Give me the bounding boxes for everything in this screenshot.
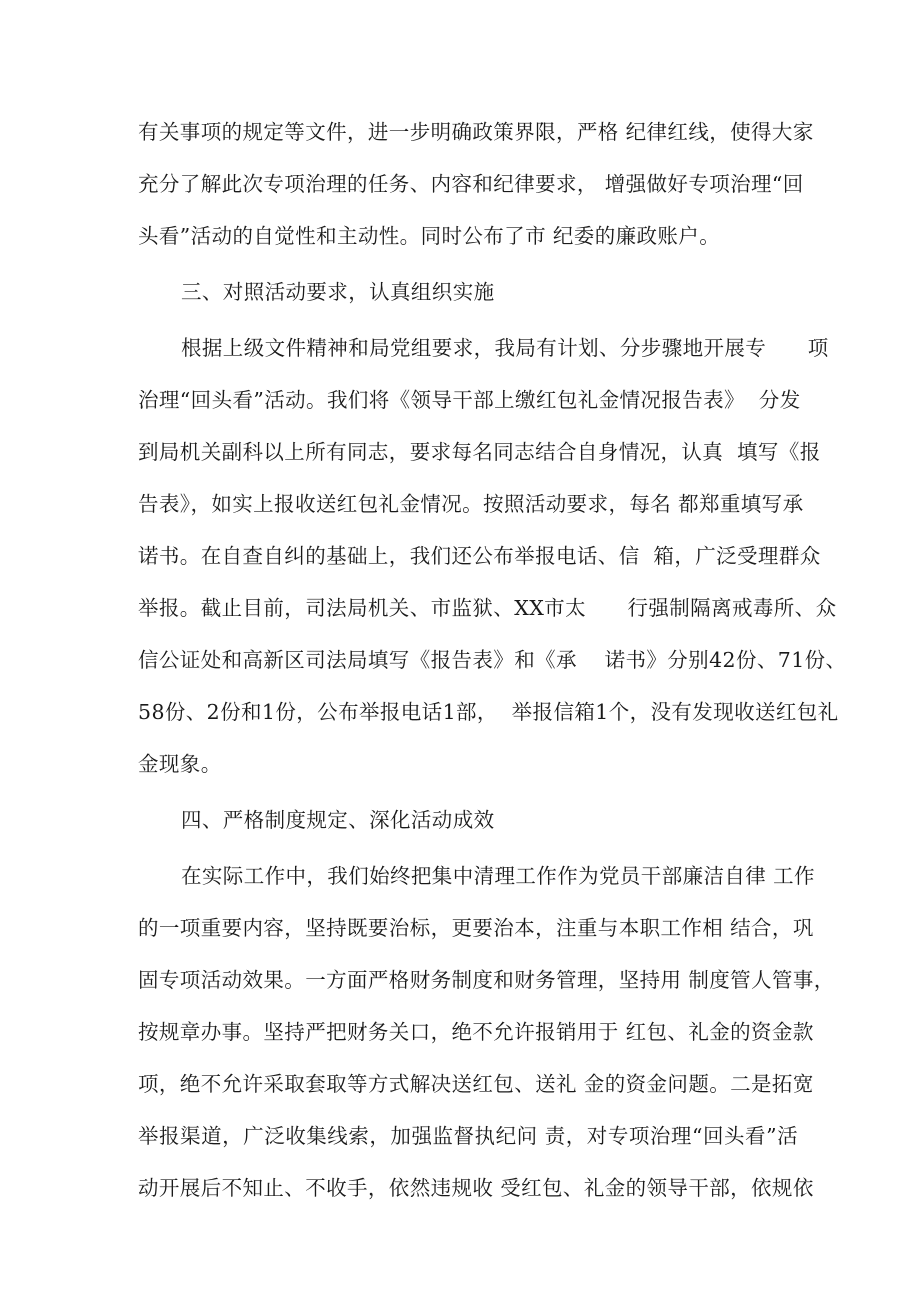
paragraph-1-line-3: 头看”活动的自觉性和主动性。同时公布了市 纪委的廉政账户。: [138, 224, 721, 248]
paragraph-2-line-1: 根据上级文件精神和局党组要求，我局有计划、分步骤地开展专 项: [181, 336, 829, 360]
paragraph-2-line-8: 58份、2份和1份，公布举报电话1部， 举报信箱1个，没有发现收送红包礼: [138, 700, 839, 724]
paragraph-2-line-9: 金现象。: [138, 752, 222, 776]
paragraph-2-line-4: 告表》，如实上报收送红包礼金情况。按照活动要求，每名 都郑重填写承: [138, 492, 804, 516]
paragraph-3-line-2: 的一项重要内容，坚持既要治标，更要治本，注重与本职工作相 结合，巩: [138, 916, 814, 940]
paragraph-1-line-2: 充分了解此次专项治理的任务、内容和纪律要求， 增强做好专项治理“回: [138, 172, 804, 196]
paragraph-3-line-3: 固专项活动效果。一方面严格财务制度和财务管理，坚持用 制度管人管事，: [138, 968, 835, 992]
section-heading-4: 四、严格制度规定、深化活动成效: [181, 808, 495, 832]
paragraph-3-line-6: 举报渠道，广泛收集线索，加强监督执纪问 责，对专项治理“回头看”活: [138, 1124, 798, 1148]
section-heading-3: 三、对照活动要求，认真组织实施: [181, 280, 495, 304]
paragraph-2-line-3: 到局机关副科以上所有同志，要求每名同志结合自身情况，认真 填写《报: [138, 440, 821, 464]
paragraph-2-line-7: 信公证处和高新区司法局填写《报告表》和《承 诺书》分别42份、71份、: [138, 648, 847, 672]
paragraph-3-line-4: 按规章办事。坚持严把财务关口，绝不允许报销用于 红包、礼金的资金款: [138, 1020, 814, 1044]
paragraph-3-line-1: 在实际工作中，我们始终把集中清理工作作为党员干部廉洁自律 工作: [181, 864, 815, 888]
paragraph-2-line-6: 举报。截止目前，司法局机关、市监狱、XX市太 行强制隔离戒毒所、众: [138, 596, 837, 620]
paragraph-3-line-7: 动开展后不知止、不收手，依然违规收 受红包、礼金的领导干部，依规依: [138, 1176, 814, 1200]
paragraph-2-line-2: 治理“回头看”活动。我们将《领导干部上缴红包礼金情况报告表》 分发: [138, 388, 801, 412]
paragraph-2-line-5: 诺书。在自查自纠的基础上，我们还公布举报电话、信 箱，广泛受理群众: [138, 544, 821, 568]
paragraph-1-line-1: 有关事项的规定等文件，进一步明确政策界限，严格 纪律红线，使得大家: [138, 120, 814, 144]
paragraph-3-line-5: 项，绝不允许采取套取等方式解决送红包、送礼 金的资金问题。二是拓宽: [138, 1072, 814, 1096]
